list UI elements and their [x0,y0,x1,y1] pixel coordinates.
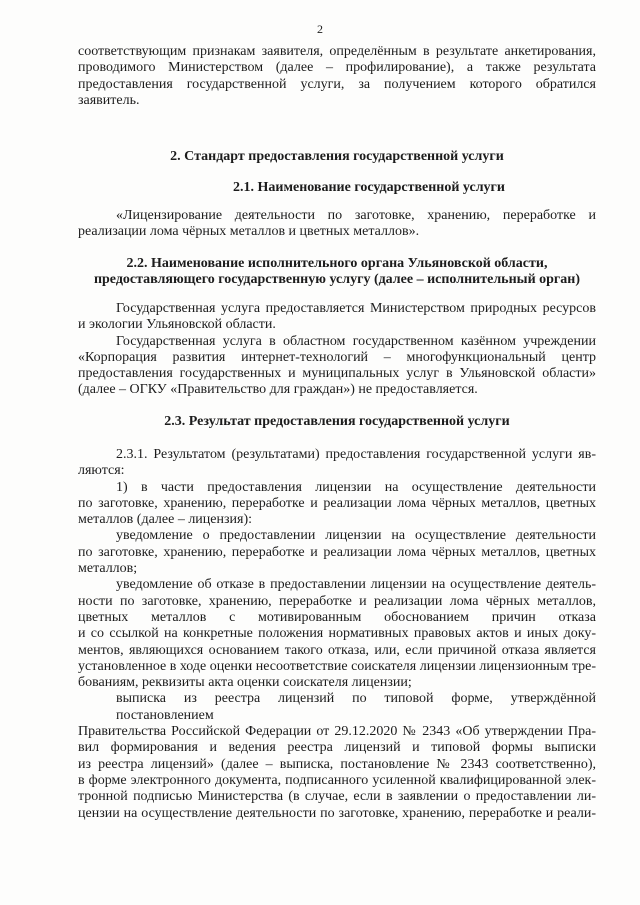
text-line: по заготовке, хранению, переработке и реализации лома чёрных металлов, цветных [78,544,596,560]
text-line: предоставления государственной услуги, за получением которого обратился [78,76,596,92]
text-line: 2.3.1. Результатом (результатами) предоставления государственной услуги яв- [116,447,596,462]
text-line: Государственная услуга в областном государственном казённом учреждении [116,333,596,349]
text-line: предоставления государственных и муниципальных услуг в Ульяновской области» [78,366,596,382]
text-line: 1) в части предоставления лицензии на осуществление деятельности [116,479,596,495]
text-line: и со ссылкой на конкретные положения нормативных правовых актов и иных доку- [78,626,596,642]
section-2-1-text [78,208,596,241]
section-2-2-heading [78,256,596,289]
page-number: 2 [317,22,323,36]
text-line: по заготовке, хранению, переработке и реализации лома чёрных металлов, цветных [78,495,596,511]
text-line: ляются: [78,463,125,479]
text-line: ментов, являющихся основанием такого отказа, или, если причиной отказа является [78,642,596,658]
text-line: бованиям, реквизиты акта оценки соискателя лицензии; [78,675,412,691]
section-2-2-text [78,301,596,399]
section-2-3-heading: 2.3. Результат предоставления государственной услуги [164,414,510,429]
text-line: «Корпорация развития интернет-технологий – многофункциональный центр [78,349,596,365]
section-2-3-text [78,447,596,822]
text-line: металлов (далее – лицензия): [78,512,253,528]
text-line: (далее – ОГКУ «Правительство для граждан») не предоставляется. [78,382,478,398]
intro-paragraph [78,44,596,109]
text-line: ности по заготовке, хранению, переработке и реализации лома чёрных металлов, [78,593,596,609]
text-line: заявитель. [78,92,140,108]
text-line: уведомление об отказе в предоставлении лицензии на осуществление деятель- [116,577,596,593]
heading-line: предоставляющего государственную услугу (далее – исполнительный орган) [93,272,581,288]
text-line: реализации лома чёрных металлов и цветных металлов». [78,224,420,240]
text-line: выписка из реестра лицензий по типовой форме, утверждённой постановлением [116,691,596,723]
text-line: уведомление о предоставлении лицензии на осуществление деятельности [116,528,596,544]
text-line: цветных металлов с мотивированным обоснованием причин отказа [78,609,596,625]
heading-line: 2.2. Наименование исполнительного органа Ульяновской области, [126,256,548,271]
text-line: «Лицензирование деятельности по заготовке, хранению, переработке и [116,208,596,223]
text-line: проводимого Министерством (далее – профилирование), а также результата [78,60,596,76]
text-line: установленное в ходе оценки несоответствие соискателя лицензии лицензионным тре- [78,658,597,674]
text-line: тронной подписью Министерства (в случае, если в заявлении о предоставлении ли- [78,789,596,805]
text-line: вил формирования и ведения реестра лицензий и типовой формы выписки [78,740,596,756]
text-line: Государственная услуга предоставляется Министерством природных ресурсов [116,301,596,316]
section-2-heading: 2. Стандарт предоставления государственной услуги [170,149,504,164]
text-line: в форме электронного документа, подписанного усиленной квалифицированной элек- [78,772,596,788]
text-line: металлов; [78,561,138,577]
text-line: соответствующим признакам заявителя, определённым в результате анкетирования, [78,44,596,59]
section-2-1-heading: 2.1. Наименование государственной услуги [233,180,505,195]
text-line: цензии на осуществление деятельности по заготовке, хранению, переработке и реали- [78,805,596,821]
text-line: из реестра лицензий» (далее – выписка, постановление № 2343 соответственно), [78,756,596,772]
text-line: Правительства Российской Федерации от 29.12.2020 № 2343 «Об утверждении Пра- [78,724,596,740]
text-line: и экологии Ульяновской области. [78,317,276,333]
